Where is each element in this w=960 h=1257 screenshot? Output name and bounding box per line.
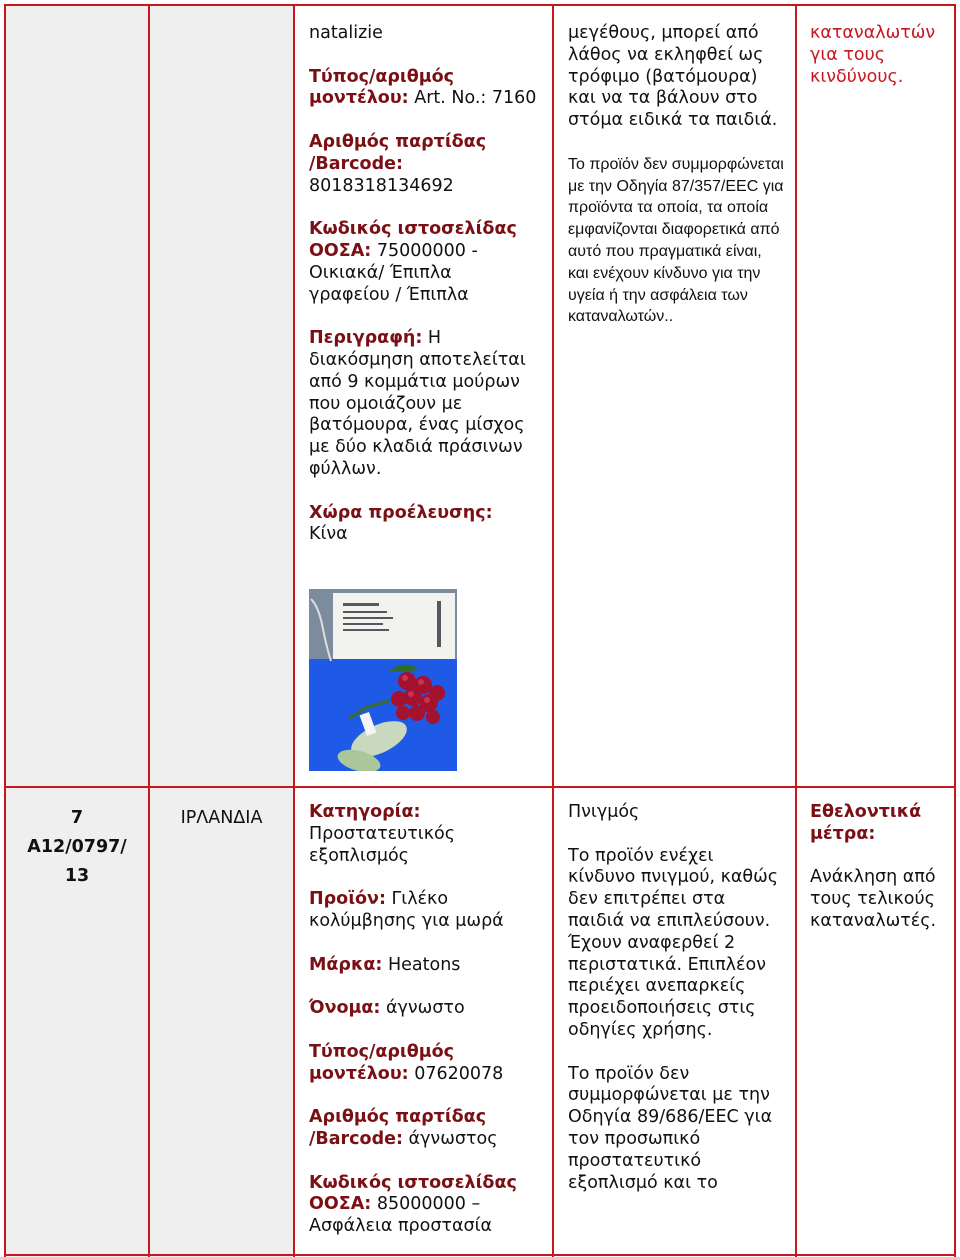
batch-label: Αριθμός παρτίδας /Barcode: <box>309 131 487 174</box>
brand-value: Heatons <box>382 954 461 975</box>
table-border <box>4 1254 956 1256</box>
oecd-label: Κωδικός ιστοσελίδας ΟΟΣΑ: <box>309 1172 517 1215</box>
description-field <box>309 328 537 481</box>
origin-value: Κίνα <box>309 524 348 545</box>
risk-type: Πνιγμός <box>568 802 640 822</box>
country-cell <box>150 808 293 830</box>
oecd-value: 75000000 - Οικιακά/ Έπιπλα γραφείου / Έπιπλα <box>309 240 478 305</box>
batch-value: 8018318134692 <box>309 175 454 196</box>
risk-description-cell <box>568 23 784 328</box>
product-details-cell <box>309 802 537 1238</box>
batch-value: άγνωστος <box>402 1128 498 1149</box>
measures-label: Εθελοντικά μέτρα: <box>810 802 922 844</box>
oecd-code-field <box>309 219 537 306</box>
product-photo <box>309 589 457 771</box>
product-details-cell <box>309 23 537 546</box>
column-country-bg <box>150 6 293 1257</box>
product-label: Προϊόν: <box>309 889 386 910</box>
model-label: Τύπος/αριθμός μοντέλου: <box>309 1041 455 1084</box>
risk-text: μεγέθους, μπορεί από λάθος να εκληφθεί ως τρόφιμο (βατόμουρα) και να τα βάλουν στο στόμα ειδικά τα παιδιά. <box>568 23 778 131</box>
notification-code-line1: A12/0797/ <box>27 837 127 857</box>
name-value: άγνωστο <box>380 998 465 1019</box>
oecd-value: 85000000 – Ασφάλεια προστασία <box>309 1194 493 1237</box>
risk-description-cell <box>568 802 784 1194</box>
directive-text: Το προϊόν δεν συμμορφώνεται με την Οδηγία 87/357/EEC για προϊόντα τα οποία, τα οποία εμφανίζονται διαφορετικά από αυτό που πραγματικά είναι, και ενέχουν κίνδυνο για την υγεία ή την ασφάλεια των καταναλωτών.. <box>568 155 784 326</box>
brand-label: Μάρκα: <box>309 954 383 975</box>
brand-field <box>309 955 537 977</box>
batch-barcode-field <box>309 132 537 197</box>
table-border <box>4 4 956 6</box>
measures-value: Ανάκληση από τους τελικούς καταναλωτές. <box>810 867 937 931</box>
oecd-code-field <box>309 1173 537 1238</box>
origin-field <box>309 503 537 547</box>
product-value: Γιλέκο κολύμβησης για μωρά <box>309 889 504 931</box>
measures-cell <box>810 802 950 933</box>
raspberry-decoration-image <box>309 589 457 771</box>
description-value: Η διακόσμηση αποτελείται από 9 κομμάτια μούρων που ομοιάζουν με βατόμουρα, ένας μίσχος με δύο κλαδιά πράσινων φύλλων. <box>309 328 526 479</box>
model-value: 07620078 <box>408 1063 504 1084</box>
measures-cell <box>810 23 950 88</box>
model-label: Τύπος/αριθμός μοντέλου: <box>309 66 455 109</box>
column-number-bg <box>6 6 148 1257</box>
batch-barcode-field <box>309 1107 537 1151</box>
model-number-field <box>309 1042 537 1086</box>
country-name: ΙΡΛΑΝΔΙΑ <box>180 808 263 828</box>
table-border <box>954 4 956 1257</box>
product-field <box>309 889 537 933</box>
row-divider <box>4 786 956 788</box>
name-label: Όνομα: <box>309 998 381 1019</box>
table-border <box>552 4 554 1257</box>
product-brand-text: natalizie <box>309 23 383 43</box>
description-label: Περιγραφή: <box>309 328 423 349</box>
table-border <box>795 4 797 1257</box>
category-field <box>309 802 537 867</box>
notification-code-line2: 13 <box>64 866 90 886</box>
model-value: Art. No.: 7160 <box>408 88 537 109</box>
risk-text: Το προϊόν ενέχει κίνδυνο πνιγμού, καθώς δεν επιτρέπει στα παιδιά να επιπλεύσουν. Έχουν αναφερθεί 2 περιστατικά. Επιπλέον περιέχει ανεπαρκείς προειδοποιήσεις στις οδηγίες χρήσης. <box>568 845 779 1040</box>
name-field <box>309 998 537 1020</box>
oecd-label: Κωδικός ιστοσελίδας ΟΟΣΑ: <box>309 219 517 261</box>
measures-field <box>810 802 950 846</box>
batch-label: Αριθμός παρτίδας /Barcode: <box>309 1107 487 1149</box>
table-border <box>148 4 150 1257</box>
origin-label: Χώρα προέλευσης: <box>309 502 493 523</box>
row-number: 7 <box>70 808 84 828</box>
model-number-field <box>309 67 537 111</box>
notification-number-cell <box>6 804 148 891</box>
category-label: Κατηγορία: <box>309 802 421 822</box>
category-value: Προστατευτικός εξοπλισμός <box>309 823 456 866</box>
measures-text: καταναλωτών για τους κινδύνους. <box>810 23 936 87</box>
table-border <box>293 4 295 1257</box>
directive-text: Το προϊόν δεν συμμορφώνεται με την Οδηγία 89/686/EEC για τον προσωπικό προστατευτικό εξοπλισμό και το <box>568 1063 773 1193</box>
table-border <box>4 4 6 1257</box>
